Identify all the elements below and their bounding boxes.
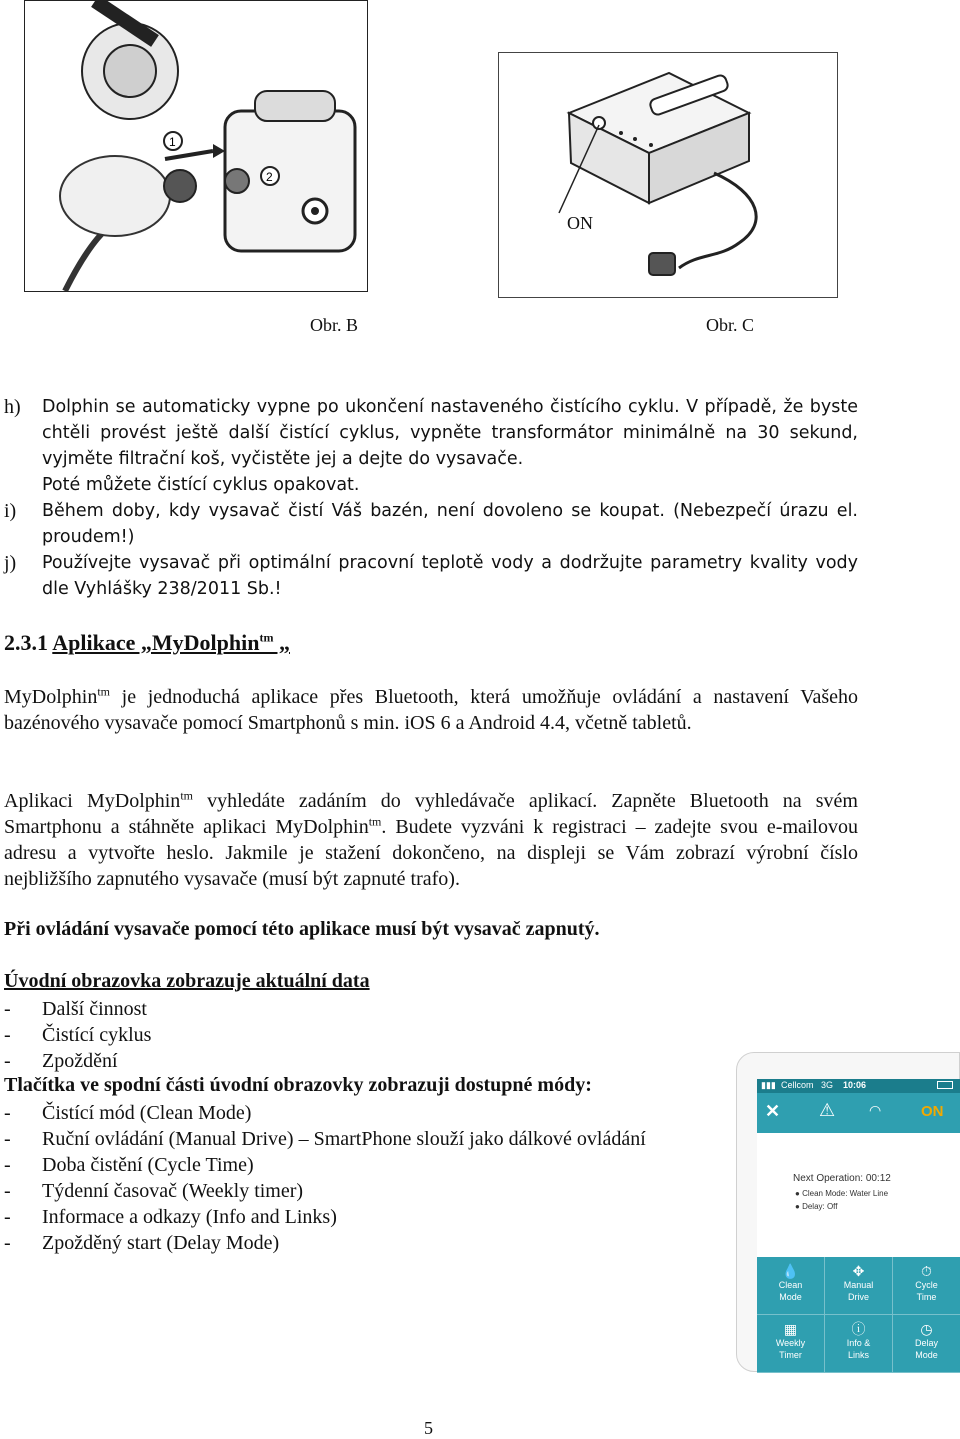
info-icon: ⓘ [851, 1321, 866, 1337]
section-number: 2.3.1 [4, 630, 48, 655]
phone-screen [757, 1079, 960, 1373]
carrier-name: Cellcom [781, 1080, 814, 1090]
section-title: Aplikace „MyDolphin$^{tm}$ „ [52, 630, 290, 655]
figure-c-caption: Obr. C [706, 315, 755, 335]
figure-b-illustration [24, 0, 368, 292]
stopwatch-icon: ⏱ [921, 1263, 932, 1279]
paragraph-app-intro: MyDolphin$^{tm}$ je jednoduchá aplikace přes Bluetooth, která umožňuje ovládání a nastavení Vašeho bazénového vysavače pomocí Smartphonů s min. iOS 6 a Android 4.4, včetně tabletů. [4, 684, 858, 734]
page-number: 5 [424, 1418, 433, 1438]
delay-status: ● Delay: Off [795, 1202, 838, 1211]
status-bar [757, 1079, 960, 1093]
list-item-h-continuation: Poté můžete čistící cyklus opakovat. [42, 475, 360, 495]
intro-list-item: - Zpoždění [4, 1050, 118, 1072]
phone-app-screenshot [736, 1052, 960, 1372]
calendar-icon: ▦ [783, 1321, 798, 1337]
figure-c-on-label: ON [567, 213, 593, 233]
warning-text: Při ovládání vysavače pomocí této aplikace musí být vysavač zapnutý. [4, 918, 600, 940]
figure-c-illustration [498, 52, 838, 298]
intro-heading: Úvodní obrazovka zobrazuje aktuální data [4, 970, 370, 992]
svg-text:2: 2 [266, 170, 273, 184]
wifi-icon: ◠ [869, 1102, 882, 1118]
mode-list-item: - Ruční ovládání (Manual Drive) – SmartPhone slouží jako dálkové ovládání [4, 1128, 646, 1150]
figure-b-drawing [25, 1, 367, 291]
droplet-icon: 💧 [781, 1263, 800, 1279]
network-type: 3G [821, 1080, 834, 1090]
list-item-label: h) [4, 396, 21, 418]
svg-text:1: 1 [169, 135, 176, 149]
info-links-button[interactable]: ⓘ Info & Links [825, 1315, 893, 1373]
weekly-timer-button[interactable]: ▦ Weekly Timer [757, 1315, 825, 1373]
list-item-text: Používejte vysavač při optimální pracovní teplotě vody a dodržujte parametry kvality vody dle Vyhlášky 238/2011 Sb.! [42, 553, 858, 599]
mode-list-item: - Doba čistění (Cycle Time) [4, 1154, 254, 1176]
intro-list-item: - Čistící cyklus [4, 1024, 152, 1046]
clock-icon: ◷ [920, 1321, 933, 1337]
close-icon[interactable]: ✕ [765, 1101, 781, 1121]
intro-list-item: - Další činnost [4, 998, 147, 1020]
list-item-label: j) [4, 552, 17, 574]
section-heading [4, 630, 290, 656]
joystick-icon: ✥ [852, 1263, 865, 1279]
battery-icon [937, 1081, 953, 1089]
warning-icon[interactable]: ⚠ [819, 1100, 836, 1120]
signal-icon: ▮▮▮ [761, 1080, 776, 1090]
app-top-bar [757, 1093, 960, 1133]
list-item-j [4, 550, 858, 602]
clean-mode-status: ● Clean Mode: Water Line [795, 1189, 889, 1198]
mode-list-item: - Informace a odkazy (Info and Links) [4, 1206, 337, 1228]
figure-b-caption: Obr. B [310, 315, 359, 335]
delay-mode-button[interactable]: ◷ Delay Mode [893, 1315, 960, 1373]
mode-list-item: - Zpožděný start (Delay Mode) [4, 1232, 280, 1254]
buttons-heading: Tlačítka ve spodní části úvodní obrazovky zobrazuji dostupné módy: [4, 1074, 592, 1096]
mode-list-item: - Čistící mód (Clean Mode) [4, 1102, 252, 1124]
figure-c-drawing [499, 53, 837, 297]
mode-list-item: - Týdenní časovač (Weekly timer) [4, 1180, 304, 1202]
clean-mode-button[interactable]: 💧 Clean Mode [757, 1257, 825, 1315]
list-item-h [4, 394, 858, 474]
clean-mode-icon: ● [795, 1189, 803, 1198]
power-on-label[interactable]: ON [921, 1103, 944, 1120]
next-operation-text: Next Operation: 00:12 [793, 1173, 891, 1184]
list-item-text: Během doby, kdy vysavač čistí Váš bazén, není dovoleno se koupat. (Nebezpečí úrazu el. proudem!) [42, 501, 858, 547]
list-item-label: i) [4, 500, 17, 522]
paragraph-app-install: Aplikaci MyDolphin$^{tm}$ vyhledáte zadáním do vyhledávače aplikací. Zapněte Bluetooth na svém Smartphonu a stáhněte aplikaci MyDolphin$^{tm}$. Budete vyzváni k registraci – zadejte svou e-mailovou adresu a vytvořte heslo. Jakmile je stažení dokončeno, na displeji se Vám zobrazí výrobní číslo nejbližšího zapnutého vysavače (musí být zapnuté trafo). [4, 788, 858, 890]
list-item-i [4, 498, 858, 550]
list-item-text: Dolphin se automaticky vypne po ukončení nastaveného čistícího cyklu. V případě, že byste chtěli provést ještě další čistící cyklus, vypněte transformátor minimálně na 30 sekund, vyjměte filtrační koš, vyčistěte jej a dejte do vysavače. [42, 397, 858, 469]
manual-drive-button[interactable]: ✥ Manual Drive [825, 1257, 893, 1315]
delay-icon: ● [795, 1202, 803, 1211]
status-time: 10:06 [843, 1080, 867, 1090]
status-info-panel [757, 1133, 960, 1257]
cycle-time-button[interactable]: ⏱ Cycle Time [893, 1257, 960, 1315]
